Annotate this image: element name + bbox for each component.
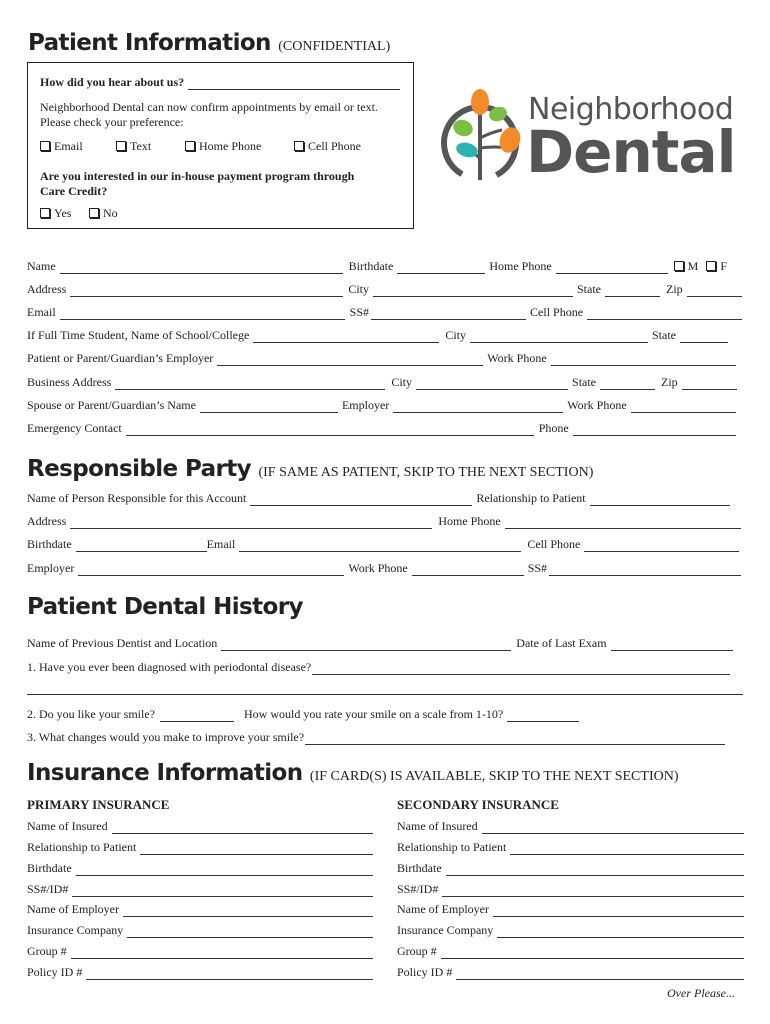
primary-insurance-field-label: Policy ID # <box>27 965 83 979</box>
emergency-phone-field[interactable] <box>573 423 736 436</box>
spouse-field[interactable] <box>200 400 338 413</box>
state-label: State <box>577 282 601 296</box>
m-checkbox[interactable] <box>674 261 684 271</box>
primary-insurance-row <box>27 901 373 917</box>
text-checkbox[interactable] <box>116 141 126 151</box>
work-phone-field[interactable] <box>551 353 736 366</box>
responsible-party-title: Responsible Party <box>27 456 252 482</box>
responsible-relationship-field[interactable] <box>590 493 730 506</box>
primary-insurance-field-input[interactable] <box>72 884 373 897</box>
gender-f[interactable] <box>706 259 727 274</box>
patient-row-business <box>27 374 737 390</box>
f-checkbox[interactable] <box>706 261 716 271</box>
question-2-field[interactable] <box>160 709 234 722</box>
question-2b-label: How would you rate your smile on a scale from 1-10? <box>243 707 504 721</box>
secondary-insurance-row <box>397 964 744 980</box>
neighborhood-dental-logo <box>440 88 740 188</box>
secondary-insurance-field-label: Name of Employer <box>397 902 489 916</box>
responsible-work-phone-field[interactable] <box>412 563 524 576</box>
primary-insurance-heading: PRIMARY INSURANCE <box>27 797 170 812</box>
primary-insurance-row <box>27 839 373 855</box>
business-address-label: Business Address <box>27 375 112 389</box>
previous-dentist-label: Name of Previous Dentist and Location <box>27 636 218 650</box>
secondary-insurance-field-input[interactable] <box>497 925 744 938</box>
employer-field[interactable] <box>217 353 483 366</box>
insurance-note: (IF CARD(S) IS AVAILABLE, SKIP TO THE NEXT SECTION) <box>309 769 679 784</box>
business-state-label: State <box>572 375 597 389</box>
last-exam-field[interactable] <box>611 638 733 651</box>
business-city-label: City <box>391 375 413 389</box>
question-3-field[interactable] <box>305 732 725 745</box>
secondary-insurance-field-label: Policy ID # <box>397 965 453 979</box>
over-please-note: Over Please... <box>667 986 735 1000</box>
spouse-work-phone-field[interactable] <box>631 400 736 413</box>
hear-about-label: How did you hear about us? <box>40 75 185 89</box>
responsible-relationship-label: Relationship to Patient <box>476 491 586 505</box>
work-phone-label: Work Phone <box>487 351 547 365</box>
payment-question <box>40 169 354 199</box>
spouse-employer-field[interactable] <box>393 400 563 413</box>
primary-insurance-row <box>27 943 373 959</box>
primary-insurance-field-input[interactable] <box>71 946 373 959</box>
question-2b-field[interactable] <box>507 709 579 722</box>
state-field[interactable] <box>605 284 660 297</box>
name-label: Name <box>27 259 56 273</box>
secondary-insurance-field-input[interactable] <box>442 884 744 897</box>
question-2-label: 2. Do you like your smile? <box>27 707 155 721</box>
city-field[interactable] <box>373 284 573 297</box>
option-home-phone-label: Home Phone <box>199 139 262 153</box>
history-row-q3 <box>27 729 725 745</box>
last-exam-label: Date of Last Exam <box>516 636 607 650</box>
option-text-label: Text <box>130 139 152 153</box>
primary-insurance-row <box>27 860 373 876</box>
primary-insurance-row <box>27 818 373 834</box>
secondary-insurance-row <box>397 860 744 876</box>
home-phone-checkbox[interactable] <box>185 141 195 151</box>
primary-insurance-field-label: Relationship to Patient <box>27 840 137 854</box>
primary-insurance-field-input[interactable] <box>140 842 373 855</box>
dental-history-heading: Patient Dental History <box>27 594 303 620</box>
primary-insurance-row <box>27 964 373 980</box>
emergency-contact-label: Emergency Contact <box>27 421 122 435</box>
secondary-insurance-field-label: Group # <box>397 944 437 958</box>
emergency-contact-field[interactable] <box>126 423 534 436</box>
confirm-line-1: Neighborhood Dental can now confirm appointments by email or text. <box>40 100 378 114</box>
tree-logo-icon <box>440 88 530 188</box>
responsible-employer-field[interactable] <box>78 563 344 576</box>
responsible-email-label: Email <box>206 537 236 551</box>
primary-insurance-field-input[interactable] <box>123 904 373 917</box>
f-label: F <box>720 259 727 273</box>
responsible-ss-label: SS# <box>527 561 548 575</box>
payment-line-1: Are you interested in our in-house payment program through <box>40 169 355 183</box>
primary-insurance-field-input[interactable] <box>127 925 373 938</box>
primary-insurance-field-label: Insurance Company <box>27 923 124 937</box>
name-field[interactable] <box>60 261 343 274</box>
birthdate-label: Birthdate <box>348 259 394 273</box>
primary-insurance-field-input[interactable] <box>86 967 373 980</box>
responsible-cell-phone-field[interactable] <box>584 539 739 552</box>
secondary-insurance-field-input[interactable] <box>456 967 744 980</box>
patient-row-employer <box>27 350 736 366</box>
primary-insurance-row <box>27 922 373 938</box>
responsible-row-birthdate <box>27 536 739 552</box>
secondary-insurance-field-label: Birthdate <box>397 861 442 875</box>
email-field[interactable] <box>60 307 345 320</box>
insurance-title: Insurance Information <box>27 760 303 786</box>
primary-insurance-row <box>27 881 373 897</box>
page-title <box>28 30 390 56</box>
page-title-note: (CONFIDENTIAL) <box>278 39 391 54</box>
option-home-phone[interactable] <box>185 139 261 154</box>
student-state-label: State <box>652 328 676 342</box>
primary-insurance-field-label: Group # <box>27 944 67 958</box>
business-state-field[interactable] <box>600 377 655 390</box>
question-1-label: 1. Have you ever been diagnosed with periodontal disease? <box>27 660 312 674</box>
question-1-field[interactable] <box>312 662 730 675</box>
student-state-field[interactable] <box>680 330 728 343</box>
primary-insurance-field-label: Name of Employer <box>27 902 119 916</box>
question-1-extra-line[interactable] <box>27 694 743 695</box>
spouse-label: Spouse or Parent/Guardian’s Name <box>27 398 196 412</box>
option-no[interactable] <box>89 206 118 221</box>
patient-row-email <box>27 304 742 320</box>
m-label: M <box>687 259 699 273</box>
responsible-address-field[interactable] <box>70 516 432 529</box>
option-email-label: Email <box>54 139 83 153</box>
business-city-field[interactable] <box>416 377 568 390</box>
primary-insurance-field-label: Birthdate <box>27 861 72 875</box>
responsible-employer-label: Employer <box>27 561 75 575</box>
option-text[interactable] <box>116 139 151 154</box>
responsible-ss-field[interactable] <box>549 563 741 576</box>
preferences-box <box>27 62 414 229</box>
gender-m[interactable] <box>674 259 699 274</box>
home-phone-field[interactable] <box>556 261 668 274</box>
zip-label: Zip <box>666 282 683 296</box>
payment-line-2: Care Credit? <box>40 184 108 198</box>
emergency-phone-label: Phone <box>538 421 569 435</box>
secondary-insurance-row <box>397 943 744 959</box>
patient-row-spouse <box>27 397 736 413</box>
primary-insurance-field-label: Name of Insured <box>27 819 108 833</box>
secondary-insurance-field-input[interactable] <box>446 863 744 876</box>
student-city-field[interactable] <box>470 330 648 343</box>
responsible-birthdate-field[interactable] <box>76 539 207 552</box>
home-phone-label: Home Phone <box>489 259 552 273</box>
patient-row-emergency <box>27 420 736 436</box>
option-cell-phone[interactable] <box>294 139 361 154</box>
option-yes[interactable] <box>40 206 71 221</box>
secondary-insurance-row <box>397 839 744 855</box>
cell-phone-label: Cell Phone <box>530 305 584 319</box>
history-row-dentist <box>27 635 733 651</box>
responsible-address-label: Address <box>27 514 67 528</box>
ss-label: SS# <box>349 305 370 319</box>
insurance-heading <box>27 760 679 786</box>
secondary-insurance-field-input[interactable] <box>441 946 744 959</box>
responsible-home-phone-label: Home Phone <box>438 514 501 528</box>
secondary-insurance-field-input[interactable] <box>510 842 744 855</box>
secondary-insurance-field-label: Name of Insured <box>397 819 478 833</box>
secondary-insurance-field-label: Insurance Company <box>397 923 494 937</box>
birthdate-field[interactable] <box>397 261 485 274</box>
responsible-home-phone-field[interactable] <box>505 516 741 529</box>
responsible-cell-phone-label: Cell Phone <box>527 537 581 551</box>
logo-word-neighborhood: Neighborhood <box>528 92 734 127</box>
address-label: Address <box>27 282 67 296</box>
primary-insurance-field-label: SS#/ID# <box>27 882 69 896</box>
responsible-row-name <box>27 490 730 506</box>
yes-checkbox[interactable] <box>40 208 50 218</box>
hear-about-field[interactable] <box>188 77 400 90</box>
responsible-row-employer <box>27 560 741 576</box>
zip-field[interactable] <box>687 284 742 297</box>
primary-insurance-field-input[interactable] <box>76 863 373 876</box>
secondary-insurance-row <box>397 901 744 917</box>
primary-insurance-field-input[interactable] <box>112 821 373 834</box>
secondary-insurance-row <box>397 922 744 938</box>
patient-row-address <box>27 281 742 297</box>
school-field[interactable] <box>253 330 439 343</box>
previous-dentist-field[interactable] <box>221 638 511 651</box>
option-yes-label: Yes <box>54 206 72 220</box>
email-label: Email <box>27 305 56 319</box>
business-zip-field[interactable] <box>682 377 737 390</box>
responsible-party-heading <box>27 456 593 482</box>
history-row-q2 <box>27 706 579 722</box>
confirm-line-2: Please check your preference: <box>40 115 184 129</box>
secondary-insurance-field-label: Relationship to Patient <box>397 840 507 854</box>
page-title-text: Patient Information <box>28 30 271 56</box>
address-field[interactable] <box>70 284 343 297</box>
option-email[interactable] <box>40 139 83 154</box>
spouse-work-phone-label: Work Phone <box>567 398 627 412</box>
option-cell-phone-label: Cell Phone <box>308 139 361 153</box>
secondary-insurance-field-label: SS#/ID# <box>397 882 439 896</box>
secondary-insurance-heading: SECONDARY INSURANCE <box>397 797 559 812</box>
secondary-insurance-field-input[interactable] <box>482 821 744 834</box>
business-zip-label: Zip <box>661 375 678 389</box>
question-3-label: 3. What changes would you make to improve your smile? <box>27 730 305 744</box>
responsible-work-phone-label: Work Phone <box>348 561 408 575</box>
patient-row-name <box>27 258 727 274</box>
student-city-label: City <box>445 328 466 342</box>
responsible-party-note: (IF SAME AS PATIENT, SKIP TO THE NEXT SECTION) <box>258 465 594 480</box>
business-address-field[interactable] <box>115 377 385 390</box>
no-checkbox[interactable] <box>89 208 99 218</box>
city-label: City <box>348 282 369 296</box>
secondary-insurance-row <box>397 818 744 834</box>
spouse-employer-label: Employer <box>341 398 390 412</box>
option-no-label: No <box>103 206 118 220</box>
student-label: If Full Time Student, Name of School/College <box>27 328 250 342</box>
email-checkbox[interactable] <box>40 141 50 151</box>
employer-label: Patient or Parent/Guardian’s Employer <box>27 351 214 365</box>
logo-word-dental: Dental <box>526 118 736 186</box>
ss-field[interactable] <box>371 307 526 320</box>
hear-about-row <box>40 75 400 90</box>
confirm-text <box>40 100 378 130</box>
cell-phone-checkbox[interactable] <box>294 141 304 151</box>
responsible-name-label: Name of Person Responsible for this Account <box>27 491 247 505</box>
patient-row-student <box>27 327 728 343</box>
responsible-name-field[interactable] <box>250 493 472 506</box>
secondary-insurance-field-input[interactable] <box>493 904 744 917</box>
responsible-row-address <box>27 513 741 529</box>
cell-phone-field[interactable] <box>587 307 742 320</box>
responsible-birthdate-label: Birthdate <box>27 537 72 551</box>
secondary-insurance-row <box>397 881 744 897</box>
history-row-q1 <box>27 659 730 675</box>
responsible-email-field[interactable] <box>239 539 521 552</box>
